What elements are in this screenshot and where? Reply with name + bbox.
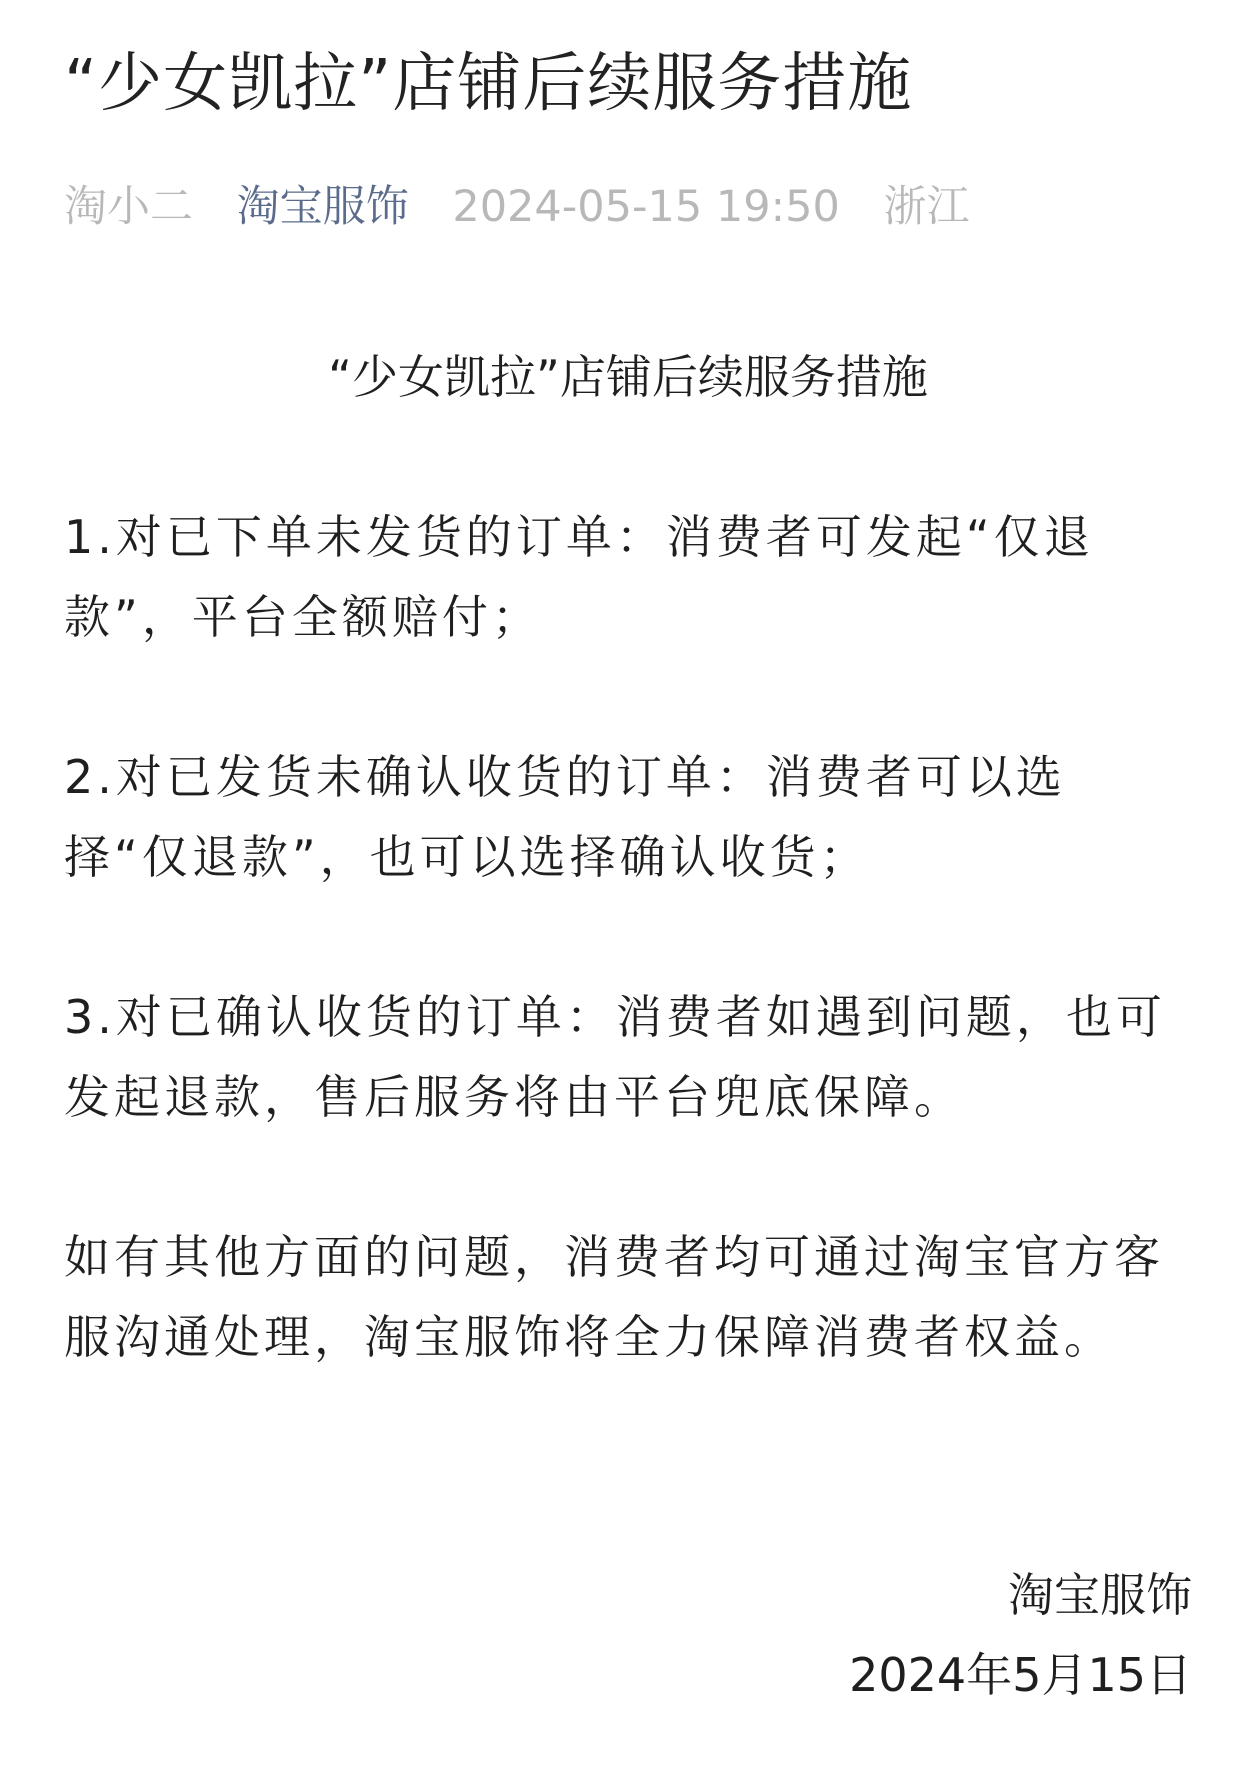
signature-name: 淘宝服饰 xyxy=(1008,1568,1192,1622)
paragraph-4: 如有其他方面的问题，消费者均可通过淘宝官方客服沟通处理，淘宝服饰将全力保障消费者权益。 xyxy=(64,1230,1164,1365)
account-link[interactable]: 淘宝服饰 xyxy=(236,182,409,232)
signature-block xyxy=(849,1555,1192,1715)
author-name: 淘小二 xyxy=(64,182,193,232)
paragraph-1: 1.对已下单未发货的订单：消费者可发起“仅退款”，平台全额赔付； xyxy=(64,510,1094,645)
paragraph-2: 2.对已发货未确认收货的订单：消费者可以选择“仅退款”，也可以选择确认收货； xyxy=(64,750,1066,885)
paragraph-3: 3.对已确认收货的订单：消费者如遇到问题，也可发起退款，售后服务将由平台兜底保障。 xyxy=(64,990,1166,1125)
publish-location: 浙江 xyxy=(883,182,970,232)
article-meta xyxy=(64,182,1000,234)
page-title: “少女凯拉”店铺后续服务措施 xyxy=(64,47,913,121)
signature-date: 2024年5月15日 xyxy=(849,1648,1192,1702)
article-heading: “少女凯拉”店铺后续服务措施 xyxy=(328,350,928,404)
publish-datetime: 2024-05-15 19:50 xyxy=(452,182,840,232)
article-body xyxy=(64,350,1192,1377)
